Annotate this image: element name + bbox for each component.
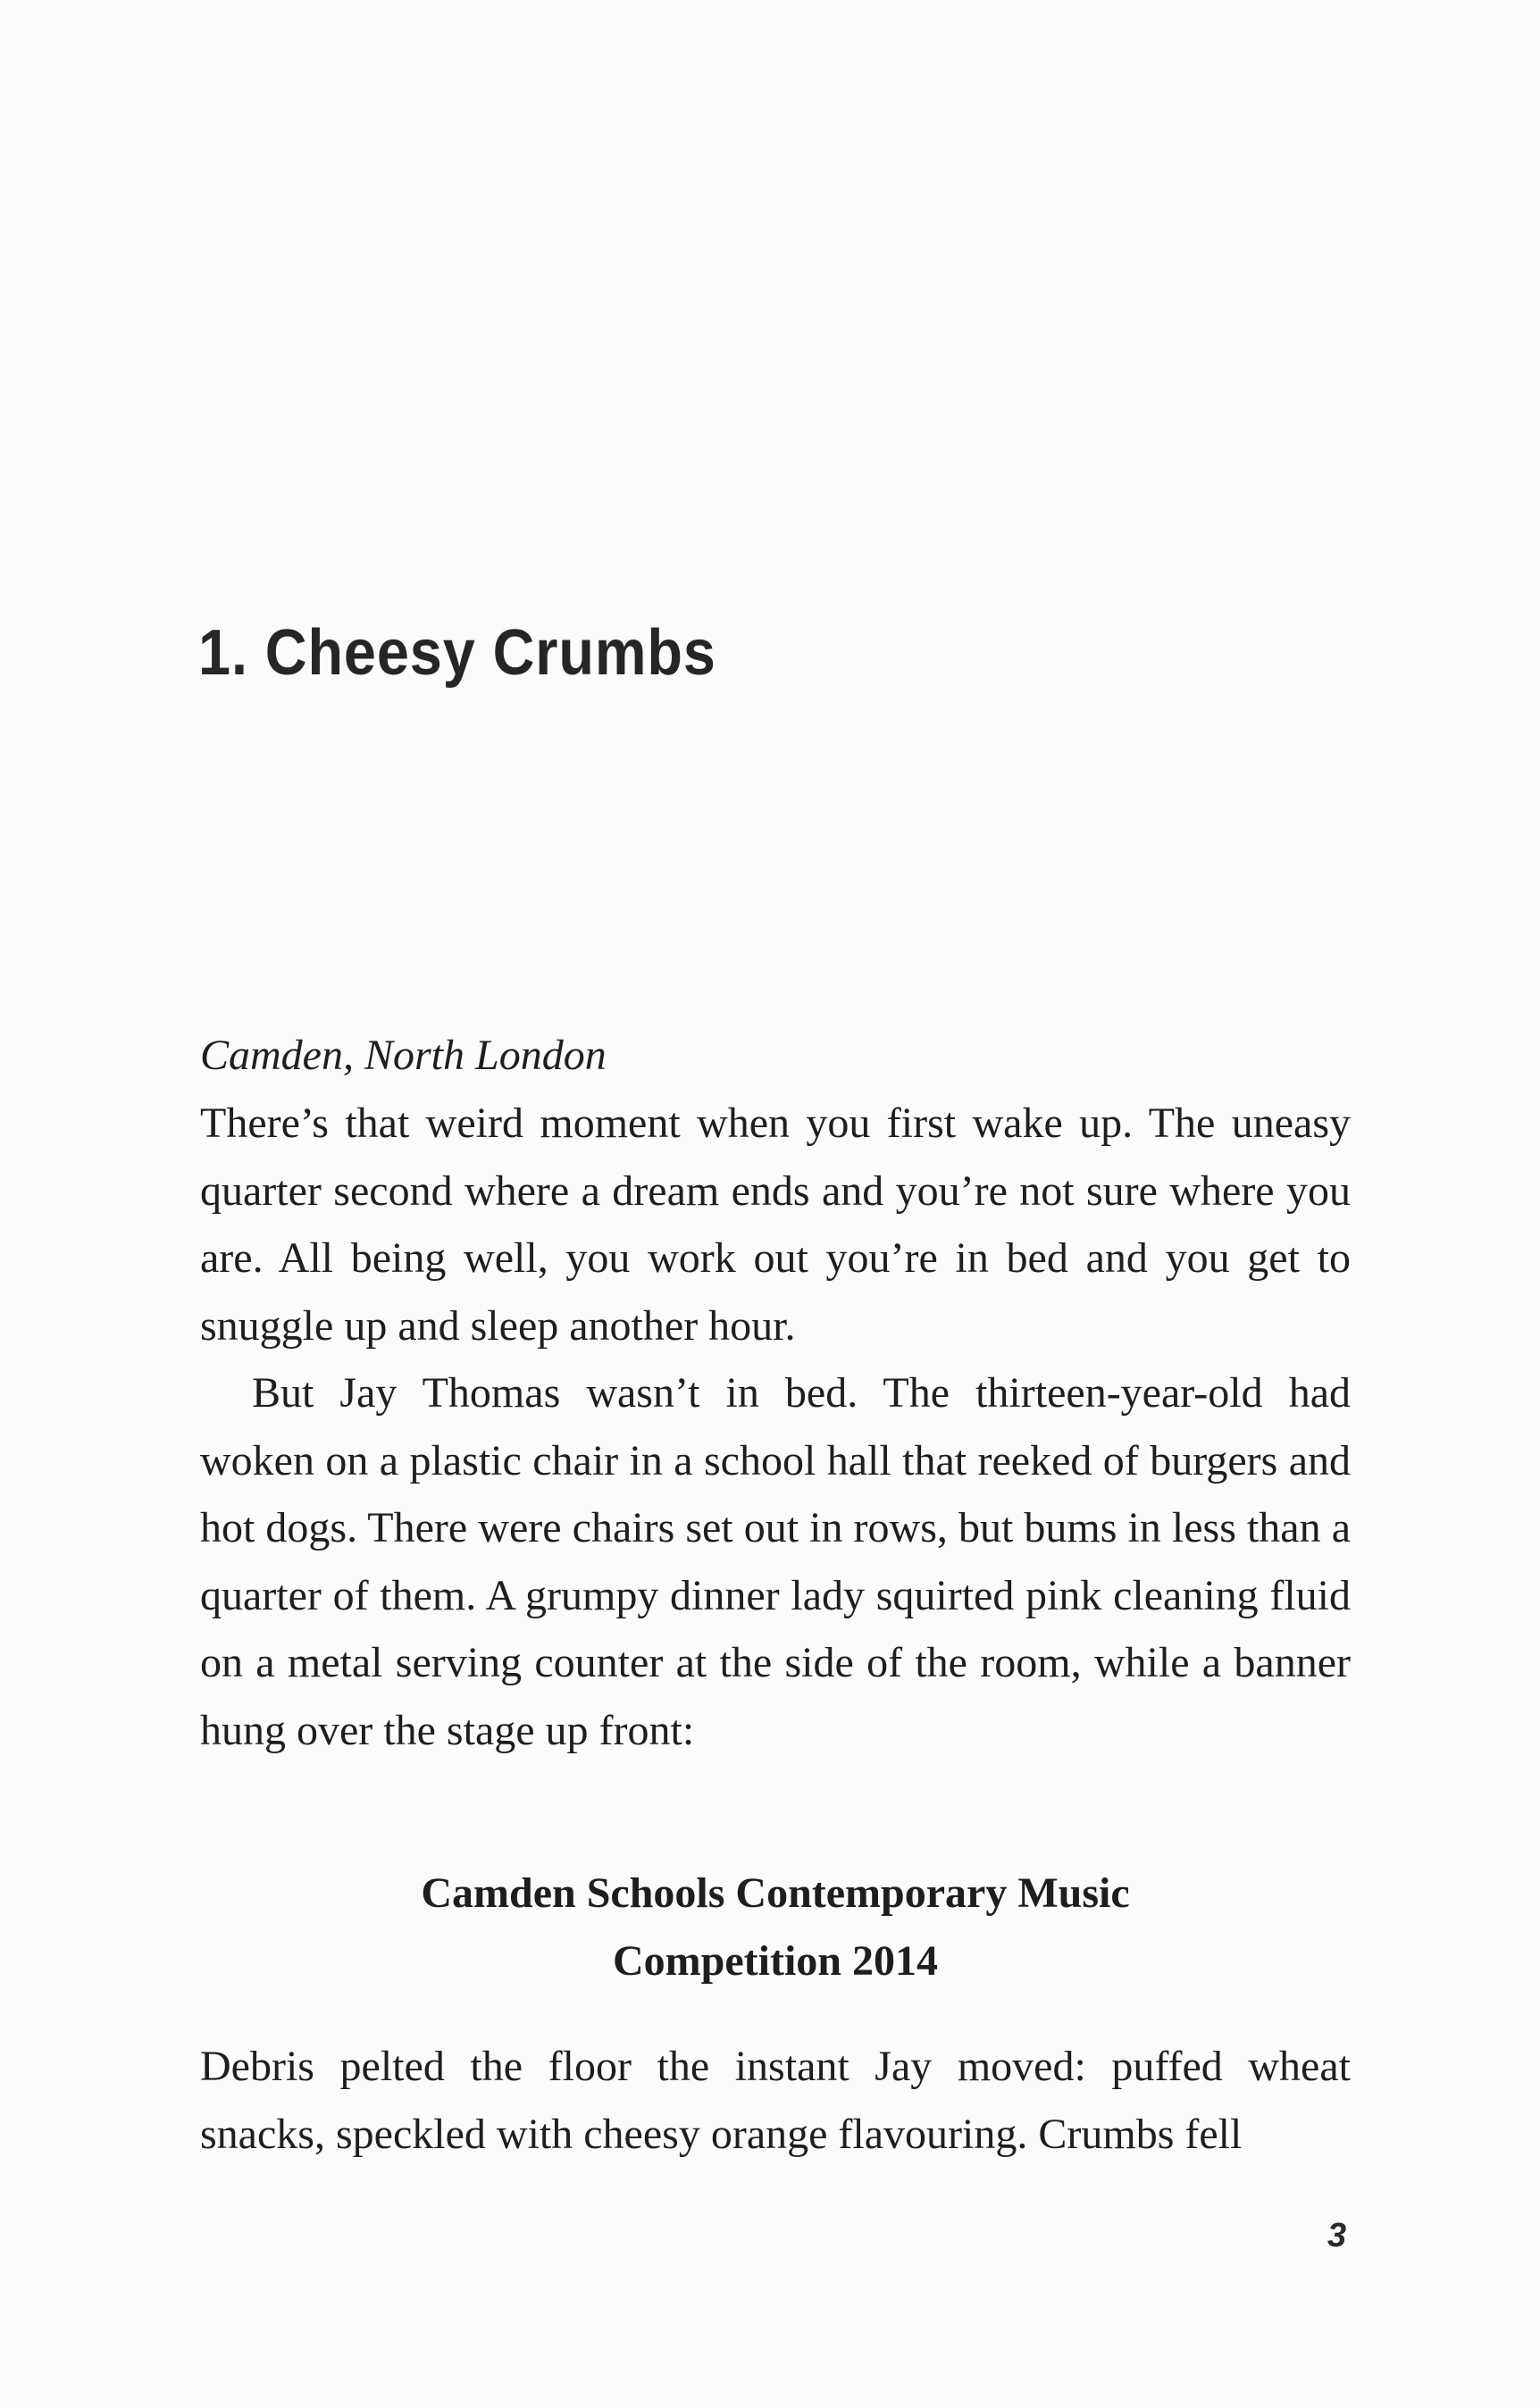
location-heading: Camden, North London bbox=[200, 1032, 607, 1079]
banner-line: Camden Schools Contemporary Music bbox=[421, 1869, 1130, 1917]
banner-text bbox=[200, 1860, 1351, 1995]
paragraph: But Jay Thomas wasn’t in bed. The thirteen-year-old had woken on a plastic chair in a school hall that reeked of burgers and hot dogs. There were chairs set out in rows, but bums in less than a quarter of them. A grumpy dinner lady squirted pink cleaning fluid on a metal serving counter at the side of the room, while a banner hung over the stage up front: bbox=[200, 1369, 1351, 1754]
paragraph: Debris pelted the floor the instant Jay moved: puffed wheat snacks, speckled with cheesy orange flavouring. Crumbs fell bbox=[200, 2043, 1351, 2158]
chapter-title: 1. Cheesy Crumbs bbox=[198, 617, 716, 689]
paragraph: There’s that weird moment when you first wake up. The uneasy quarter second where a dream ends and you’re not sure where you are. All being well, you work out you’re in bed and you get to snuggle up and sleep another hour. bbox=[200, 1099, 1351, 1350]
banner-line: Competition 2014 bbox=[613, 1937, 938, 1985]
page-number: 3 bbox=[1327, 2217, 1347, 2254]
